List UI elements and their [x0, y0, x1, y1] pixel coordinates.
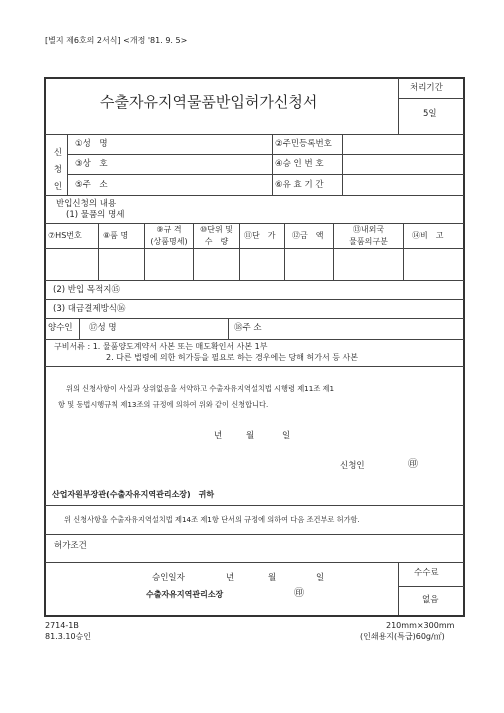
goods-col-2	[144, 223, 145, 280]
frame-left	[44, 77, 46, 616]
frame-bottom	[44, 615, 465, 617]
transferor-name-label: ⑰성 명	[89, 323, 117, 333]
approval-year: 년	[226, 573, 235, 583]
applicant-mid-divider	[272, 134, 273, 195]
form-title: 수출자유지역물품반입허가신청서	[100, 93, 318, 111]
col-amount: ⑫금 액	[292, 231, 324, 240]
processing-row-line	[398, 98, 464, 99]
applicant-section-label: 신 청 인	[53, 148, 63, 192]
footer-size: 210mm×300mm	[386, 621, 455, 630]
declaration-seal-mark: ㊞	[408, 459, 418, 470]
col-origin: ⑬내외국	[352, 225, 385, 234]
approval-month: 월	[268, 573, 277, 583]
declaration-line-2: 항 및 동법시행규칙 제13조의 규정에 의하여 위와 같이 신청합니다.	[58, 400, 269, 409]
name-label: ①성 명	[75, 139, 108, 149]
applicant-col-divider	[67, 134, 68, 195]
approval-text: 위 신청사항을 수출자유지역설치법 제14조 제1항 단서의 규정에 의하여 다음 조건부로 허가함.	[64, 515, 360, 524]
col-spec-sub: (상품명세)	[150, 237, 188, 246]
col-origin-sub: 물품의구분	[349, 237, 388, 246]
fee-label: 수수료	[414, 568, 439, 578]
applicant-row1-line	[67, 154, 464, 155]
goods-col-5	[284, 223, 285, 280]
col-item-name: ⑧품 명	[103, 231, 129, 240]
form-number: [별지 제6호의 2서식] <개정 '81. 9. 5>	[45, 36, 188, 45]
goods-table-header-bottom	[45, 248, 464, 249]
col-unit-qty: ⑩단위 및	[200, 225, 233, 234]
goods-col-4	[239, 223, 240, 280]
transferor-divider-1	[79, 318, 80, 339]
contents-heading: 반입신청의 내용	[56, 199, 117, 209]
addressee: 산업자원부장관(수출자유지역관리소장) 귀하	[52, 490, 215, 499]
declaration-date-year: 년	[214, 431, 223, 441]
approval-day: 일	[316, 573, 325, 583]
footer-approved: 81.3.10승인	[45, 632, 91, 641]
fee-divider	[398, 562, 399, 615]
applicant-row2-line	[67, 174, 464, 175]
col-hs-no: ⑦HS번호	[48, 231, 82, 240]
destination-line	[45, 299, 464, 300]
fee-value: 없음	[422, 595, 439, 605]
approval-no-label: ④승 인 번 호	[275, 159, 324, 169]
resident-no-label: ②주민등록번호	[275, 139, 332, 149]
goods-col-1	[98, 223, 99, 280]
documents-line-1: 구비서류 : 1. 물품양도계약서 사본 또는 매도확인서 사본 1부	[54, 342, 268, 351]
footer-paper: (인쇄용지(특급)60g/㎡)	[360, 632, 445, 641]
transferor-address-label: ⑱주 소	[234, 323, 262, 333]
payment-method-label: (3) 대금결제방식⑯	[53, 304, 126, 314]
goods-spec-label: (1) 물품의 명세	[66, 210, 125, 220]
col-unit-qty-sub: 수 량	[204, 237, 229, 246]
declaration-applicant-label: 신청인	[340, 461, 365, 471]
documents-line	[45, 366, 464, 367]
destination-label: (2) 반입 목적지⑮	[53, 285, 120, 295]
payment-line	[45, 318, 464, 319]
documents-line-2: 2. 다른 법령에 의한 허가등을 필요로 하는 경우에는 당해 허가서 등 사본	[106, 353, 358, 362]
col-spec: ⑨규 격	[156, 225, 182, 234]
address-label: ⑤주 소	[75, 180, 108, 190]
approval-seal-mark: ㊞	[294, 588, 304, 599]
company-label: ③상 호	[75, 159, 108, 169]
approval-text-line	[45, 534, 464, 535]
frame-right	[463, 77, 465, 616]
declaration-date-day: 일	[282, 431, 291, 441]
footer-code: 2714-1B	[45, 621, 79, 630]
transferor-label: 양수인	[48, 323, 73, 333]
conditions-label: 허가조건	[54, 541, 87, 551]
col-remarks: ⑭비 고	[412, 231, 444, 240]
processing-period-value: 5일	[423, 109, 437, 119]
approval-date-label: 승인일자	[152, 573, 185, 583]
goods-table-bottom	[45, 280, 464, 281]
processing-divider	[398, 78, 399, 134]
declaration-bottom-line	[45, 505, 464, 506]
approval-official: 수출자유지역관리소장	[146, 590, 224, 599]
validity-label: ⑥유 효 기 간	[275, 180, 324, 190]
goods-table-top	[45, 223, 464, 224]
applicant-bottom-line	[45, 195, 464, 196]
conditions-line	[45, 562, 464, 563]
declaration-date-month: 월	[246, 431, 255, 441]
transferor-line	[45, 339, 464, 340]
declaration-line-1: 위의 신청사항이 사실과 상위없음을 서약하고 수출자유지역설치법 시행령 제11조 제1	[66, 384, 335, 393]
fee-row-line	[398, 586, 464, 587]
col-unit-price: ⑪단 가	[244, 231, 276, 240]
processing-period-label: 처리기간	[410, 83, 443, 93]
frame-top	[44, 77, 464, 79]
transferor-divider-2	[228, 318, 229, 339]
applicant-right-divider	[342, 134, 343, 195]
title-bottom-line	[45, 134, 464, 135]
goods-col-7	[403, 223, 404, 280]
